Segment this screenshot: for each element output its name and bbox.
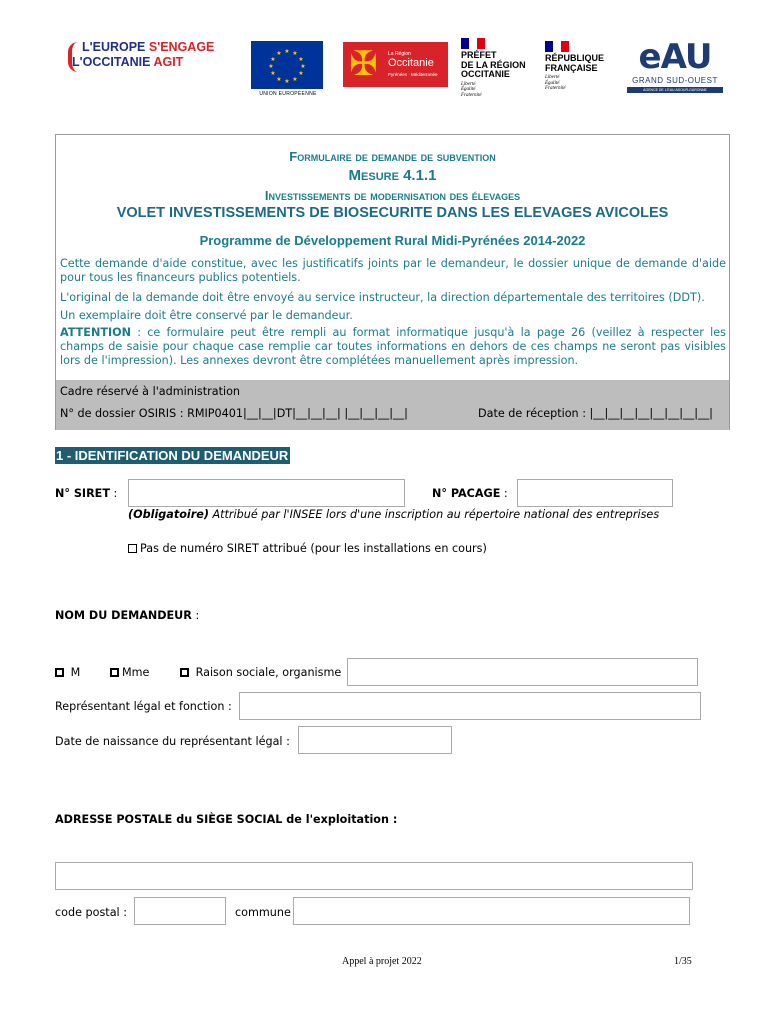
swoosh-icon (68, 42, 82, 72)
logo-text: Occitanie (388, 57, 434, 69)
adresse-input[interactable] (55, 862, 693, 890)
representant-input[interactable] (239, 692, 701, 720)
section-title: 1 - IDENTIFICATION DU DEMANDEUR (56, 448, 289, 463)
svg-text:★: ★ (270, 70, 276, 77)
logo-text: L'OCCITANIE (72, 55, 151, 69)
civility-m-option (55, 666, 80, 679)
commune-label: commune (235, 906, 291, 919)
admin-reserved-box (56, 380, 729, 430)
siret-note (128, 508, 659, 521)
republique-francaise-logo (545, 41, 620, 97)
logo-text: Égalité (545, 80, 560, 86)
form-header-box (55, 134, 730, 430)
logo-text: GRAND SUD-OUEST (632, 76, 718, 85)
logo-text: PRÉFET (461, 50, 497, 60)
logo-text: eAU (638, 37, 712, 77)
eu-stars-icon (251, 41, 323, 89)
logo-text: Pyrénées · Méditerranée (388, 72, 438, 77)
attention-text: : ce formulaire peut être rempli au format informatique jusqu'à la page 26 (veillez à respecter les champs de saisie pour chaque case remplie car toutes informations en dehors de ces champs ne seront pas visibles lors de l'impression). Les annexes devront être complétées manuellement après impression. (60, 326, 726, 367)
eu-caption: UNION EUROPÉENNE (259, 91, 317, 97)
siret-label-wrap (55, 487, 117, 500)
code-postal-label: code postal : (55, 906, 127, 919)
logo-text: FRANÇAISE (545, 62, 598, 73)
prefet-logo (461, 38, 541, 102)
svg-text:★: ★ (292, 76, 298, 83)
pacage-label: N° PACAGE (432, 487, 501, 500)
civility-mme-checkbox[interactable] (110, 668, 119, 677)
attention-paragraph (60, 326, 726, 368)
commune-input[interactable] (293, 897, 690, 925)
siret-note-mandatory: (Obligatoire) (128, 508, 209, 521)
naissance-input[interactable] (298, 726, 452, 754)
marianne-flag-icon (545, 41, 569, 52)
logo-text: Liberté (545, 75, 560, 80)
intro-paragraph: Cette demande d'aide constitue, avec les justificatifs joints par le demandeur, le dossier unique de demande d'aide pour tous les financeurs publics potentiels. (60, 257, 726, 284)
logo-text: AGENCE DE L'EAU ADOUR-GARONNE (627, 87, 723, 93)
svg-text:★: ★ (300, 63, 306, 70)
logo-text: L'EUROPE (82, 40, 146, 54)
measure-title: Mesure 4.1.1 (348, 167, 437, 184)
svg-text:★: ★ (298, 56, 304, 63)
marianne-flag-icon (461, 38, 485, 49)
occitanie-logo (343, 42, 448, 87)
admin-label: Cadre réservé à l'administration (60, 385, 241, 398)
eu-flag-logo (251, 41, 323, 89)
pacage-label-wrap (432, 487, 508, 500)
eau-grand-sud-ouest-logo (627, 38, 723, 96)
svg-text:★: ★ (284, 48, 290, 55)
occitan-cross-icon: ✠ (349, 44, 378, 84)
raison-sociale-option (180, 666, 341, 679)
colon: : (191, 609, 200, 622)
civility-mme-label: Mme (122, 666, 150, 679)
raison-sociale-checkbox[interactable] (180, 668, 189, 677)
form-title: Formulaire de demande de subvention (289, 149, 496, 164)
adresse-label-text: ADRESSE POSTALE du SIÈGE SOCIAL de l'exploitation : (55, 813, 398, 826)
pacage-input[interactable] (517, 479, 673, 507)
colon: : (500, 487, 508, 500)
no-siret-checkbox[interactable] (128, 544, 137, 553)
svg-text:★: ★ (276, 76, 282, 83)
adresse-label (55, 813, 397, 826)
svg-text:★: ★ (292, 50, 298, 57)
representant-label: Représentant légal et fonction : (55, 700, 232, 713)
raison-sociale-label: Raison sociale, organisme (195, 666, 342, 679)
no-siret-label: Pas de numéro SIRET attribué (pour les installations en cours) (140, 542, 487, 555)
logo-text: OCCITANIE (461, 69, 510, 79)
siret-input[interactable] (128, 479, 405, 507)
logo-text: Égalité (461, 87, 476, 92)
reception-date: Date de réception : |__|__|__|__|__|__|__|__| (478, 407, 713, 420)
attention-label: ATTENTION (60, 326, 131, 339)
siret-label: N° SIRET (55, 487, 110, 500)
logo-text: DE LA RÉGION (461, 59, 526, 70)
footer-center: Appel à projet 2022 (342, 956, 422, 967)
page-number: 1/35 (674, 956, 692, 967)
no-siret-option (128, 542, 487, 555)
code-postal-input[interactable] (134, 897, 226, 925)
civility-m-label: M (70, 666, 81, 679)
svg-text:★: ★ (270, 56, 276, 63)
civility-m-checkbox[interactable] (55, 668, 64, 677)
logo-text: La Région (388, 51, 411, 57)
intro-paragraph: L'original de la demande doit être envoyé au service instructeur, la direction départementale des territoires (DDT). (60, 291, 705, 304)
svg-text:★: ★ (298, 70, 304, 77)
intro-paragraph: Un exemplaire doit être conservé par le demandeur. (60, 309, 353, 322)
svg-text:★: ★ (276, 50, 282, 57)
naissance-label: Date de naissance du représentant légal : (55, 735, 290, 748)
nom-demandeur-label: NOM DU DEMANDEUR (55, 609, 192, 622)
europe-occitanie-logo (68, 40, 238, 76)
svg-text:★: ★ (284, 78, 290, 85)
logo-text: Fraternité (461, 92, 482, 98)
siret-note-text: Attribué par l'INSEE lors d'une inscription au répertoire national des entreprises (208, 508, 660, 521)
logo-text: S'ENGAGE (148, 40, 215, 54)
volet-title: VOLET INVESTISSEMENTS DE BIOSECURITE DANS LES ELEVAGES AVICOLES (116, 205, 669, 221)
raison-sociale-input[interactable] (347, 658, 698, 686)
programme-title: Programme de Développement Rural Midi-Pyrénées 2014-2022 (199, 233, 586, 248)
logo-text: Fraternité (545, 86, 566, 91)
logo-text: RÉPUBLIQUE (545, 53, 605, 63)
osiris-dossier-number: N° de dossier OSIRIS : RMIP0401|__|__|DT|__|__|__| |__|__|__|__| (60, 407, 408, 420)
svg-text:★: ★ (268, 63, 274, 70)
colon: : (109, 487, 118, 500)
civility-mme-option (110, 666, 149, 679)
logo-text: Liberté (461, 81, 476, 87)
measure-subtitle: Investissements de modernisation des élevages (264, 188, 521, 203)
nom-demandeur-label-wrap (55, 609, 199, 622)
logo-text: AGIT (153, 55, 184, 69)
